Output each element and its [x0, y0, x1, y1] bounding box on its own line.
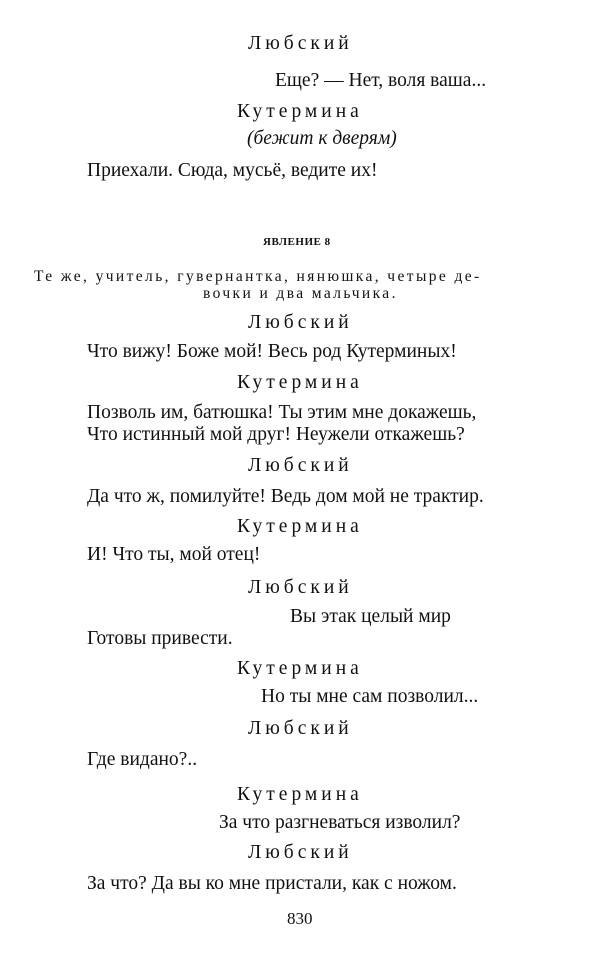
dialogue-line: Но ты мне сам позволил... — [261, 686, 479, 707]
speaker-name: Кутермина — [237, 516, 363, 537]
scene-heading: ЯВЛЕНИЕ 8 — [263, 236, 331, 248]
dialogue-line: Что вижу! Боже мой! Весь род Кутерминых! — [87, 341, 457, 362]
speaker-name: Любский — [248, 577, 353, 598]
dialogue-line: И! Что ты, мой отец! — [87, 544, 261, 565]
speaker-name: Кутермина — [237, 784, 363, 805]
page-number: 830 — [287, 909, 313, 928]
dialogue-line: За что? Да вы ко мне пристали, как с ножом. — [87, 873, 457, 894]
cast-list: Те же, учитель, гувернантка, нянюшка, четыре де- — [34, 268, 482, 285]
dialogue-line: Позволь им, батюшка! Ты этим мне докажешь, — [87, 402, 477, 423]
speaker-name: Кутермина — [237, 658, 363, 679]
dialogue-line: Готовы привести. — [87, 628, 233, 649]
speaker-name: Любский — [248, 312, 353, 333]
speaker-name: Кутермина — [237, 372, 363, 393]
speaker-name: Кутермина — [237, 101, 363, 122]
speaker-name: Любский — [248, 718, 353, 739]
dialogue-line: Вы этак целый мир — [290, 606, 451, 627]
dialogue-line: Что истинный мой друг! Неужели откажешь? — [87, 424, 465, 445]
stage-direction: (бежит к дверям) — [247, 128, 397, 149]
speaker-name: Любский — [248, 33, 353, 54]
dialogue-line: За что разгневаться изволил? — [219, 812, 461, 833]
dialogue-line: Где видано?.. — [87, 749, 198, 770]
dialogue-line: Приехали. Сюда, мусьё, ведите их! — [87, 160, 378, 181]
speaker-name: Любский — [248, 842, 353, 863]
speaker-name: Любский — [248, 455, 353, 476]
cast-list: вочки и два мальчика. — [203, 285, 398, 302]
dialogue-line: Еще? — Нет, воля ваша... — [275, 70, 487, 91]
dialogue-line: Да что ж, помилуйте! Ведь дом мой не трактир. — [87, 486, 484, 507]
